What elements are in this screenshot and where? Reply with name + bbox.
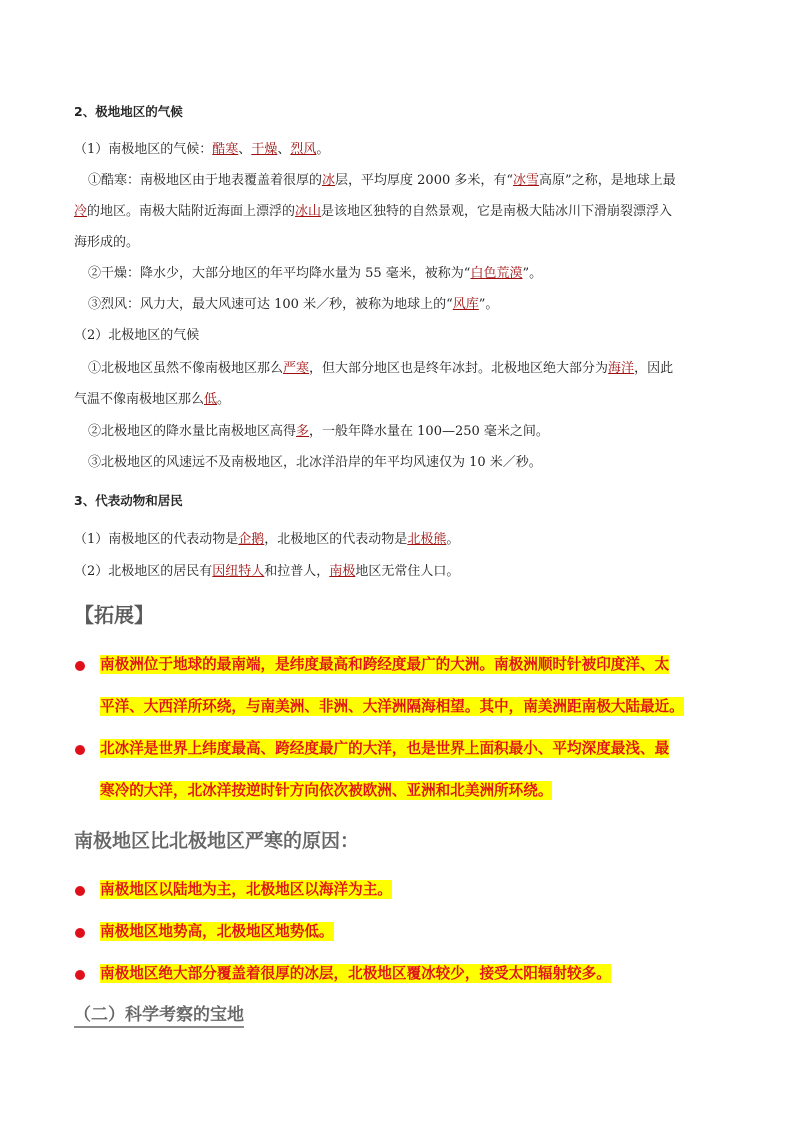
bullet-dot-icon	[75, 661, 85, 671]
yanhan-line-1: ①北极地区虽然不像南极地区那么严寒，但大部分地区也是终年冰封。北极地区绝大部分为海洋，因此	[88, 361, 674, 376]
bullet-dot-icon	[75, 745, 85, 755]
keyword-ganzao: 干燥	[251, 142, 278, 157]
keyword-baise-huangmo: 白色荒漠	[470, 266, 523, 281]
keyword-yanhan: 严寒	[283, 361, 310, 376]
keyword-leng: 冷	[74, 204, 88, 219]
reason-1: 南极地区以陆地为主，北极地区以海洋为主。	[100, 881, 392, 898]
animals-line: （1）南极地区的代表动物是企鹅，北极地区的代表动物是北极熊。	[74, 532, 460, 547]
keyword-haiyang: 海洋	[608, 361, 635, 376]
section-3-heading: 3、代表动物和居民	[74, 493, 183, 508]
residents-line: （2）北极地区的居民有因纽特人和拉普人，南极地区无常住人口。	[74, 564, 460, 579]
bullet-dot-icon	[75, 928, 85, 938]
kuhan-line-1: ①酷寒：南极地区由于地表覆盖着很厚的冰层，平均厚度 2000 多米，有“冰雪高原”之称，是地球上最	[88, 173, 676, 188]
ganzao-line: ②干燥：降水少，大部分地区的年平均降水量为 55 毫米，被称为“白色荒漠”。	[88, 266, 543, 281]
north-precip-line: ②北极地区的降水量比南极地区高得多，一般年降水量在 100—250 毫米之间。	[88, 424, 549, 439]
kuhan-line-2: 冷的地区。南极大陆附近海面上漂浮的冰山是该地区独特的自然景观，它是南极大陆冰川下滑崩裂漂浮入	[74, 204, 673, 219]
kuhan-line-3: 海形成的。	[74, 235, 140, 250]
keyword-kuhan: 酷寒	[212, 142, 239, 157]
north-pole-climate-line: （2）北极地区的气候	[74, 328, 200, 343]
south-pole-climate-line: （1）南极地区的气候：酷寒、干燥、烈风。	[74, 142, 330, 157]
extension-heading: 【拓展】	[74, 603, 154, 627]
keyword-di: 低	[204, 392, 218, 407]
north-wind-line: ③北极地区的风速远不及南极地区，北冰洋沿岸的年平均风速仅为 10 米／秒。	[88, 455, 542, 470]
keyword-beijixiong: 北极熊	[407, 532, 447, 547]
bullet-dot-icon	[75, 970, 85, 980]
section-2-heading: 2、极地地区的气候	[74, 104, 183, 119]
extension-bullet-2-line-1: 北冰洋是世界上纬度最高、跨经度最广的大洋，也是世界上面积最小、平均深度最浅、最	[100, 740, 670, 757]
reason-2: 南极地区地势高，北极地区地势低。	[100, 923, 334, 940]
keyword-fengku: 风库	[452, 297, 479, 312]
keyword-duo: 多	[296, 424, 310, 439]
keyword-bing: 冰	[322, 173, 336, 188]
bullet-dot-icon	[75, 886, 85, 896]
keyword-bingshan: 冰山	[295, 204, 322, 219]
keyword-yinniute: 因纽特人	[212, 564, 265, 579]
reason-3: 南极地区绝大部分覆盖着很厚的冰层，北极地区覆冰较少，接受太阳辐射较多。	[100, 965, 611, 982]
liefeng-line: ③烈风：风力大，最大风速可达 100 米／秒，被称为地球上的“风库”。	[88, 297, 499, 312]
extension-bullet-2-line-2: 寒冷的大洋，北冰洋按逆时针方向依次被欧洲、亚洲和北美洲所环绕。	[100, 782, 553, 799]
keyword-nanji: 南极	[329, 564, 356, 579]
extension-bullet-1-line-1: 南极洲位于地球的最南端，是纬度最高和跨经度最广的大洲。南极洲顺时针被印度洋、太	[100, 656, 670, 673]
next-section-heading: （二）科学考察的宝地	[74, 1003, 244, 1027]
keyword-liefeng: 烈风	[290, 142, 317, 157]
yanhan-line-2: 气温不像南极地区那么低。	[74, 392, 231, 407]
extension-bullet-1-line-2: 平洋、大西洋所环绕，与南美洲、非洲、大洋洲隔海相望。其中，南美洲距南极大陆最近。	[100, 698, 684, 715]
reason-title: 南极地区比北极地区严寒的原因：	[74, 830, 360, 852]
keyword-bingxue: 冰雪	[513, 173, 540, 188]
keyword-qie: 企鹅	[238, 532, 265, 547]
